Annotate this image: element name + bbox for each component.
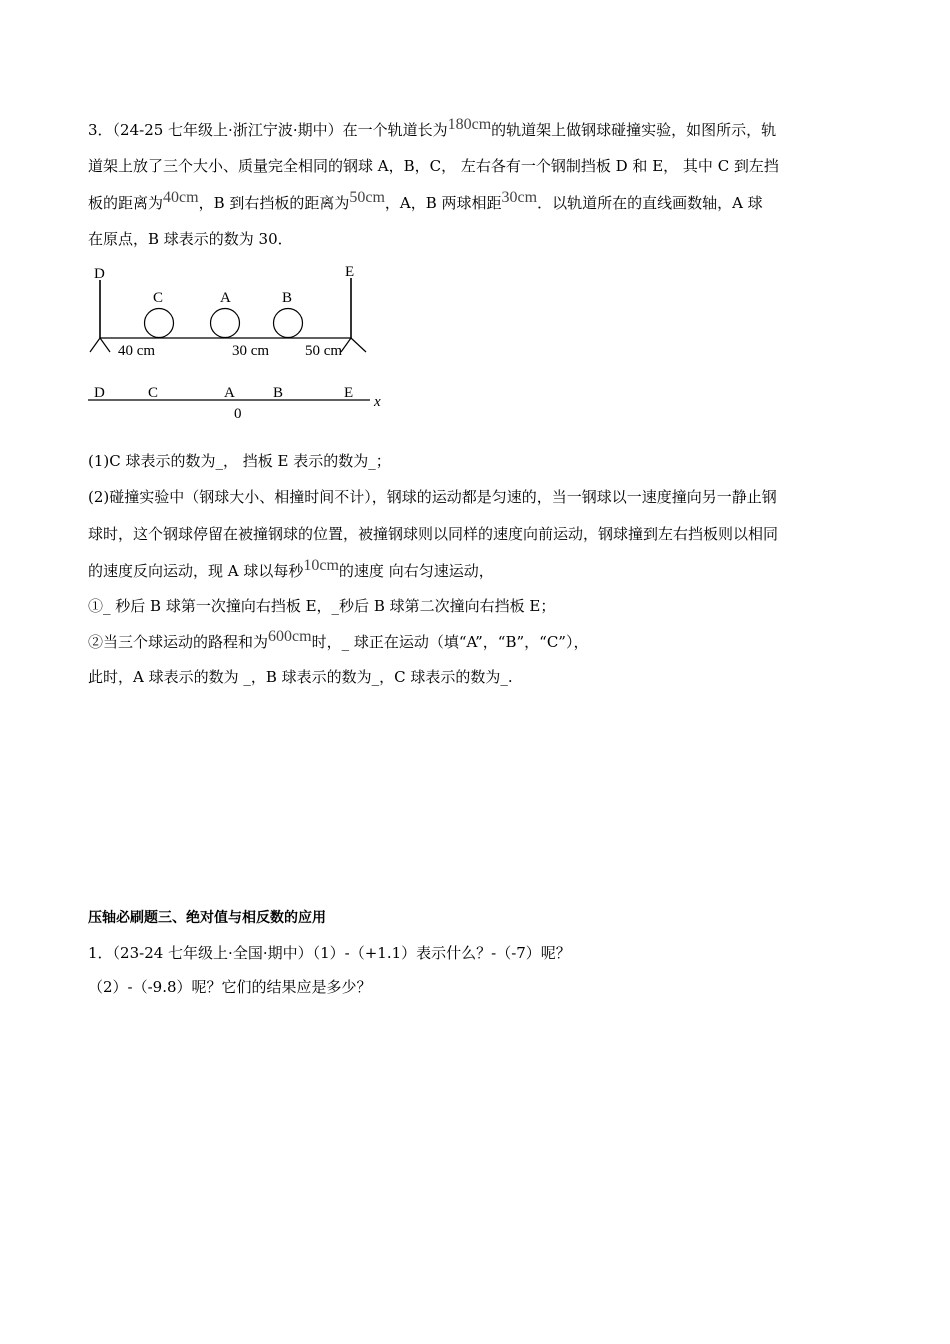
track-figure	[80, 258, 400, 428]
section3-problem1-line2: （2）-（-9.8）呢？它们的结果应是多少？	[88, 978, 372, 996]
section3-problem1-line1: 1．（23-24 七年级上·全国·期中）（1）-（+1.1）表示什么？-（-7）呢？	[88, 944, 571, 962]
question-2-sub2	[88, 628, 589, 653]
axis-c-label: C	[148, 385, 159, 401]
problem3-line3	[88, 189, 763, 214]
question-2-line1: (2)碰撞实验中（钢球大小、相撞时间不计），钢球的运动都是匀速的，当一钢球以一速度撞向另一静止钢	[88, 488, 777, 506]
board-d-foot-left	[90, 338, 100, 352]
problem3-line2: 道架上放了三个大小、质量完全相同的钢球 A，B，C， 左右各有一个钢制挡板 D 和 E， 其中 C 到左挡	[88, 157, 779, 175]
axis-variable-label: x	[374, 394, 381, 410]
question-2-sub2-text-b: 时，_ 球正在运动（填“A”，“B”，“C”），	[311, 633, 589, 651]
ball-a	[211, 309, 240, 338]
question-2-sub3: 此时，A 球表示的数为 _，B 球表示的数为_，C 球表示的数为_.	[88, 668, 513, 686]
axis-e-label: E	[344, 385, 354, 401]
board-e-foot-right	[351, 338, 366, 352]
dist-left-label: 40 cm	[118, 343, 156, 359]
problem3-line3-text-d: ．以轨道所在的直线画数轴，A 球	[537, 194, 763, 212]
problem3-line3-text-c: ，A，B 两球相距	[384, 194, 502, 212]
problem3-line1	[88, 116, 777, 141]
axis-b-label: B	[273, 385, 284, 401]
question-1: (1)C 球表示的数为_， 挡板 E 表示的数为_；	[88, 452, 391, 470]
c-distance-math: 40cm	[163, 189, 199, 206]
ball-b-label: B	[282, 290, 293, 306]
question-2-line2: 球时，这个钢球停留在被撞钢球的位置，被撞钢球则以同样的速度向前运动，钢球撞到左右挡板则以相同	[88, 525, 779, 543]
ball-a-label: A	[220, 290, 231, 306]
axis-a-label: A	[224, 385, 235, 401]
problem3-line3-text-b: ，B 到右挡板的距离为	[198, 194, 350, 212]
board-e-foot-left	[341, 338, 351, 352]
question-2-sub1: ①_ 秒后 B 球第一次撞向右挡板 E，_秒后 B 球第二次撞向右挡板 E；	[88, 597, 556, 615]
b-distance-math: 50cm	[349, 189, 385, 206]
ball-c-label: C	[153, 290, 164, 306]
question-2-line3-text-b: 的速度 向右匀速运动，	[338, 562, 494, 580]
ab-distance-math: 30cm	[501, 189, 538, 206]
track-length-math: 180cm	[447, 116, 492, 133]
question-2-sub2-text-a: ②当三个球运动的路程和为	[88, 633, 269, 651]
question-2-line3-text-a: 的速度反向运动，现 A 球以每秒	[88, 562, 304, 580]
problem3-line1-text-a: 3．（24-25 七年级上·浙江宁波·期中）在一个轨道长为	[88, 121, 448, 139]
speed-math: 10cm	[303, 557, 339, 574]
board-d-foot-right	[100, 338, 110, 352]
board-e-label: E	[345, 264, 355, 280]
path-sum-math: 600cm	[268, 628, 312, 645]
board-d-label: D	[94, 266, 105, 282]
axis-d-label: D	[94, 385, 105, 401]
problem3-line3-text-a: 板的距离为	[88, 194, 164, 212]
ball-b	[274, 309, 303, 338]
section3-heading: 压轴必刷题三、绝对值与相反数的应用	[88, 910, 326, 926]
ball-c	[145, 309, 174, 338]
axis-zero-label: 0	[234, 406, 242, 422]
dist-mid-label: 30 cm	[232, 343, 270, 359]
dist-right-label: 50 cm	[305, 343, 343, 359]
problem3-line1-text-b: 的轨道架上做钢球碰撞实验，如图所示，轨	[491, 121, 777, 139]
question-2-line3	[88, 557, 494, 582]
problem3-line4: 在原点，B 球表示的数为 30．	[88, 230, 293, 248]
